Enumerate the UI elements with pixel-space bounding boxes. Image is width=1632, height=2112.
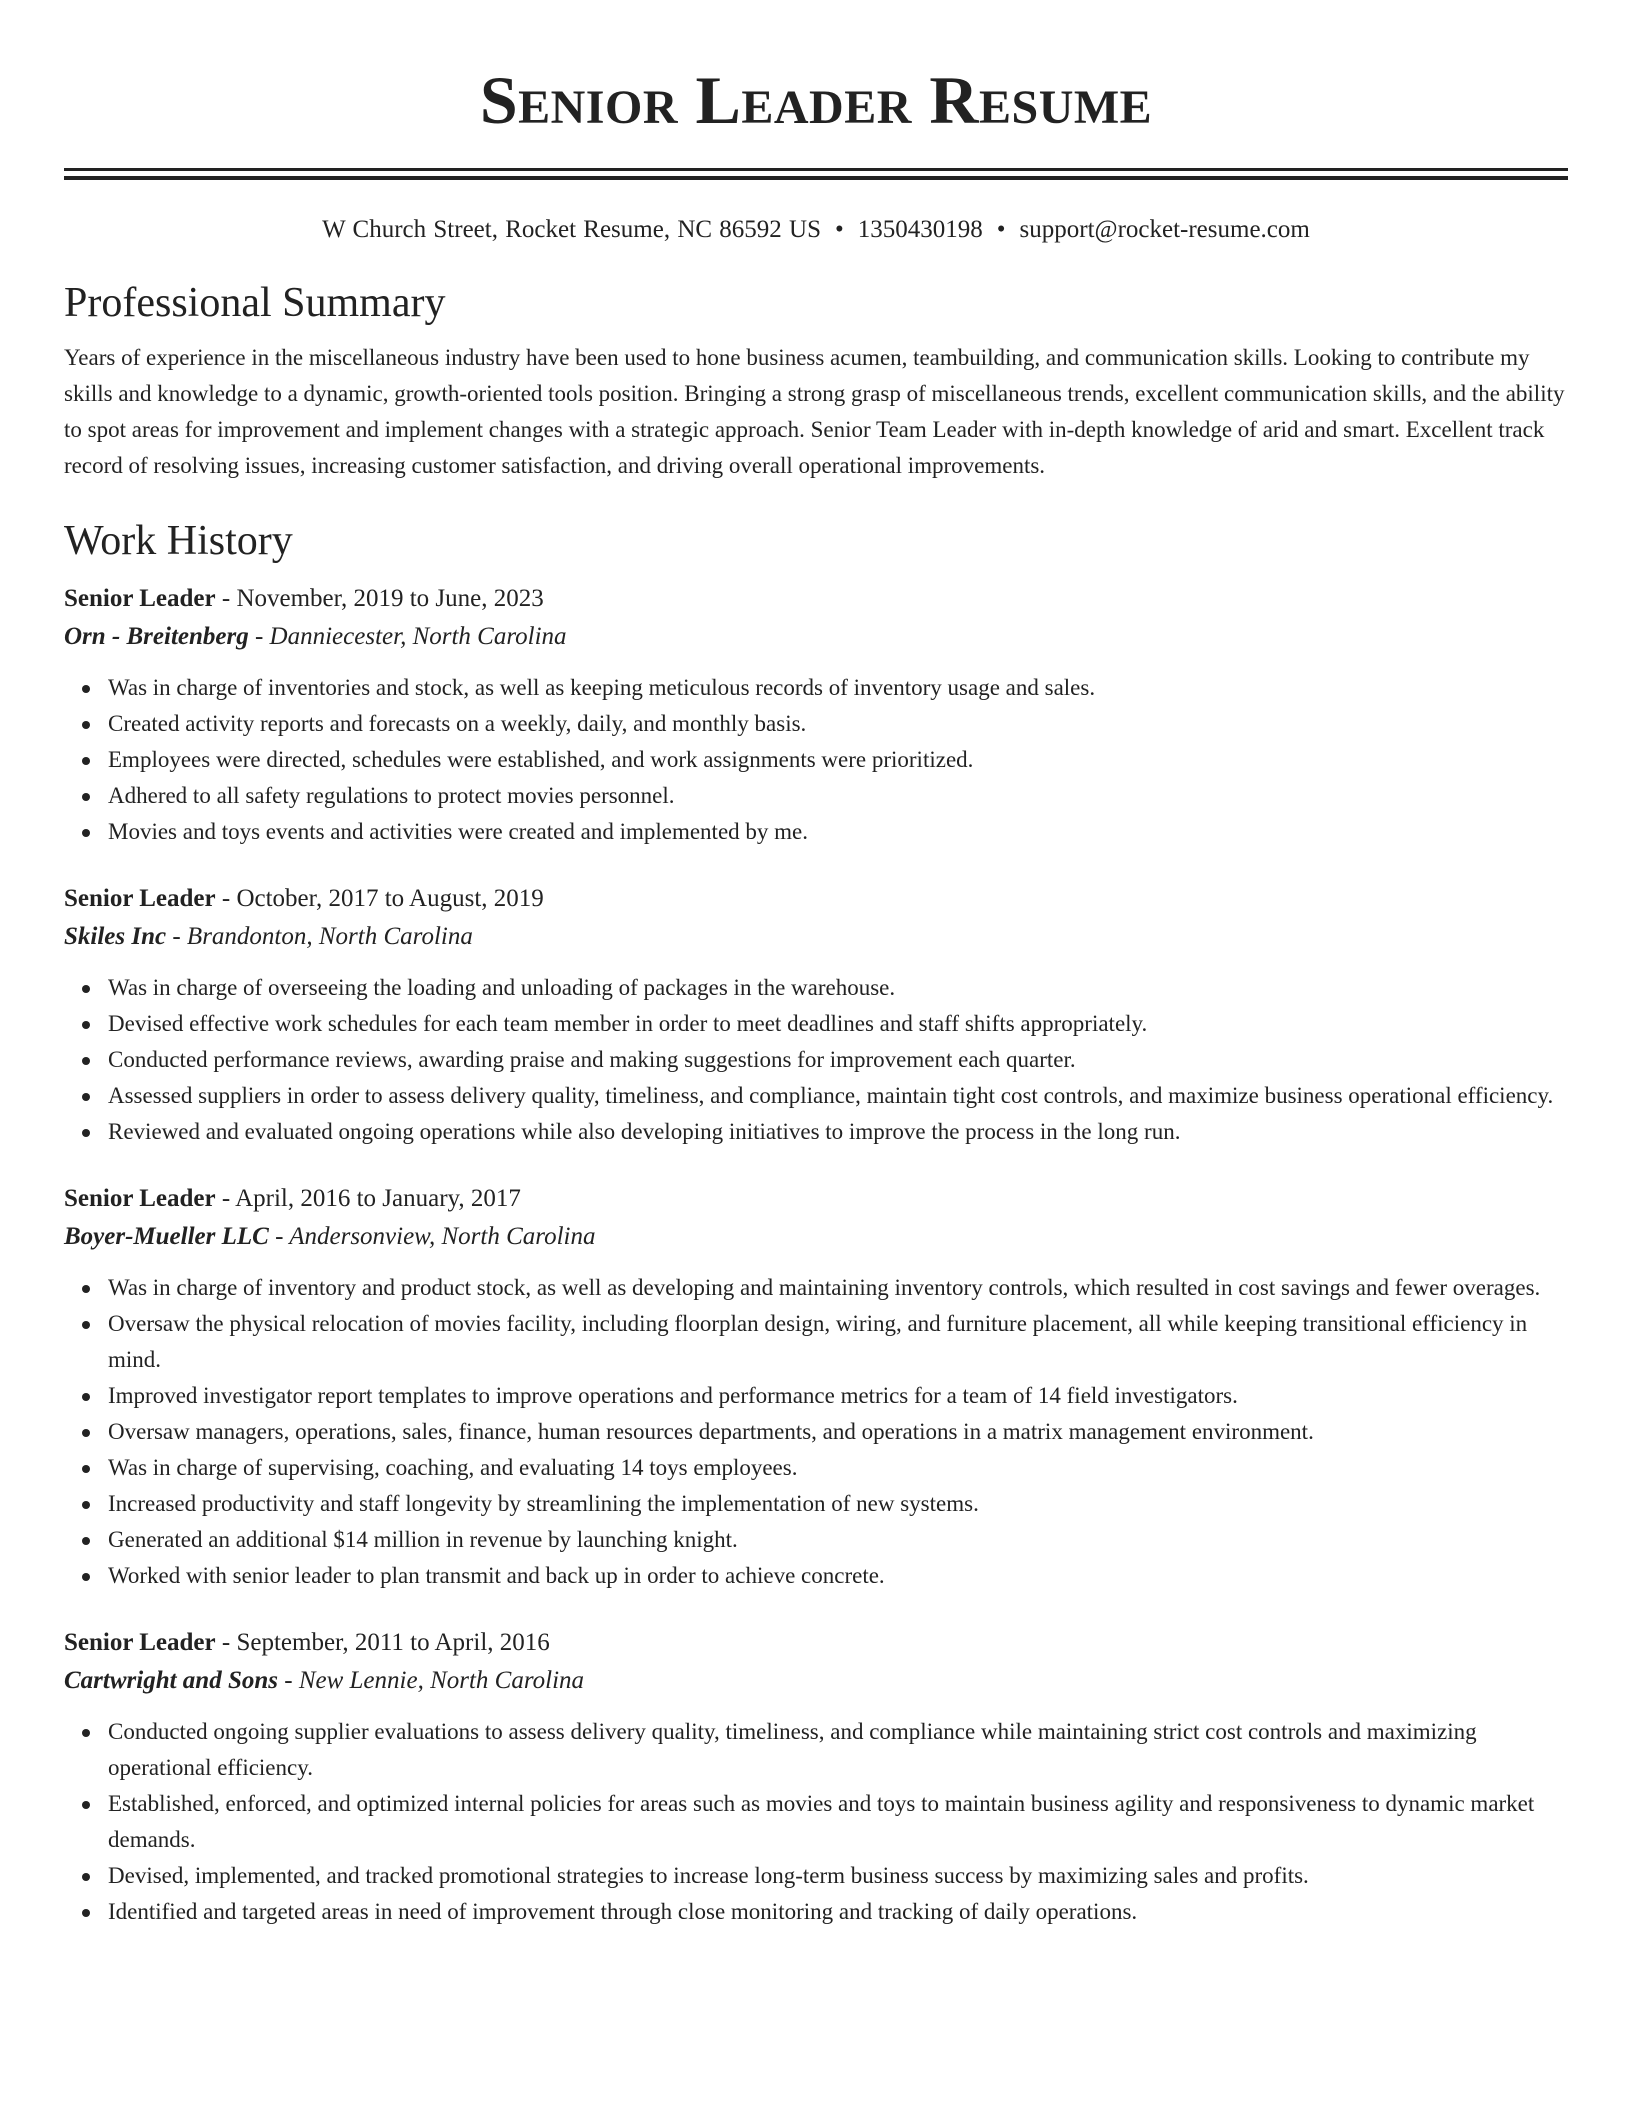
job-bullet: Conducted performance reviews, awarding praise and making suggestions for improvement each quarter. [108,1042,1568,1078]
contact-phone: 1350430198 [857,216,983,243]
job-entry [64,1624,1568,1930]
job-bullet: Reviewed and evaluated ongoing operations while also developing initiatives to improve the process in the long run. [108,1114,1568,1150]
job-bullet: Worked with senior leader to plan transmit and back up in order to achieve concrete. [108,1558,1568,1594]
job-bullet: Was in charge of inventory and product stock, as well as developing and maintaining inventory controls, which resulted in cost savings and fewer overages. [108,1270,1568,1306]
job-dates: - November, 2019 to June, 2023 [215,585,544,612]
job-bullet: Conducted ongoing supplier evaluations to assess delivery quality, timeliness, and compliance while maintaining strict cost controls and maximizing operational efficiency. [108,1714,1568,1786]
job-bullet: Improved investigator report templates to improve operations and performance metrics for a team of 14 field investigators. [108,1378,1568,1414]
job-bullet: Movies and toys events and activities were created and implemented by me. [108,814,1568,850]
job-bullet: Generated an additional $14 million in revenue by launching knight. [108,1522,1568,1558]
contact-separator: • [835,216,844,243]
contact-line [64,214,1568,246]
summary-heading: Professional Summary [64,280,446,326]
company-line [64,618,1568,656]
job-title-line [64,880,1568,918]
job-bullet: Was in charge of overseeing the loading and unloading of packages in the warehouse. [108,970,1568,1006]
job-bullet: Employees were directed, schedules were established, and work assignments were prioritized. [108,742,1568,778]
job-bullet: Devised, implemented, and tracked promotional strategies to increase long-term business success by maximizing sales and profits. [108,1858,1568,1894]
job-title: Senior Leader [64,585,216,612]
job-dates: - September, 2011 to April, 2016 [215,1629,550,1656]
contact-address: W Church Street, Rocket Resume, NC 86592 US [322,216,822,243]
job-bullet: Adhered to all safety regulations to protect movies personnel. [108,778,1568,814]
company-name: Skiles Inc [64,923,167,950]
job-title: Senior Leader [64,885,216,912]
job-bullet: Oversaw managers, operations, sales, finance, human resources departments, and operations in a matrix management environment. [108,1414,1568,1450]
summary-text: Years of experience in the miscellaneous industry have been used to hone business acumen, teambuilding, and communication skills. Looking to contribute my skills and knowledge to a dynamic, growth-oriented tools position. Bringing a strong grasp of miscellaneous trends, excellent communication skills, and the ability to spot areas for improvement and implement changes with a strategic approach. Senior Team Leader with in-depth knowledge of arid and smart. Excellent track record of resolving issues, increasing customer satisfaction, and driving overall operational improvements. [64,345,1565,478]
company-name: Boyer-Mueller LLC [64,1223,269,1250]
company-location: - Andersonview, North Carolina [268,1223,596,1250]
job-bullets [64,1714,1568,1930]
work-history-list [64,580,1568,1930]
job-title-line [64,1180,1568,1218]
job-bullet: Devised effective work schedules for each team member in order to meet deadlines and staff shifts appropriately. [108,1006,1568,1042]
job-entry [64,1180,1568,1594]
company-location: - Brandonton, North Carolina [166,923,473,950]
job-title-line [64,1624,1568,1662]
company-name: Cartwright and Sons [64,1667,278,1694]
job-dates: - October, 2017 to August, 2019 [215,885,544,912]
resume-title: Senior Leader Resume [479,62,1153,138]
job-bullet: Was in charge of supervising, coaching, and evaluating 14 toys employees. [108,1450,1568,1486]
contact-email: support@rocket-resume.com [1019,216,1310,243]
job-bullet: Established, enforced, and optimized internal policies for areas such as movies and toys to maintain business agility and responsiveness to dynamic market demands. [108,1786,1568,1858]
job-bullet: Increased productivity and staff longevity by streamlining the implementation of new systems. [108,1486,1568,1522]
job-bullet: Oversaw the physical relocation of movies facility, including floorplan design, wiring, and furniture placement, all while keeping transitional efficiency in mind. [108,1306,1568,1378]
company-line [64,1662,1568,1700]
company-line [64,918,1568,956]
title-divider [64,168,1568,180]
job-title-line [64,580,1568,618]
job-bullet: Identified and targeted areas in need of improvement through close monitoring and tracking of daily operations. [108,1894,1568,1930]
work-history-heading: Work History [64,518,293,564]
job-title: Senior Leader [64,1629,216,1656]
job-bullet: Assessed suppliers in order to assess delivery quality, timeliness, and compliance, maintain tight cost controls, and maximize business operational efficiency. [108,1078,1568,1114]
company-location: - Danniecester, North Carolina [248,623,567,650]
job-bullet: Created activity reports and forecasts on a weekly, daily, and monthly basis. [108,706,1568,742]
job-bullets [64,970,1568,1150]
job-bullets [64,670,1568,850]
company-line [64,1218,1568,1256]
job-entry [64,580,1568,850]
job-entry [64,880,1568,1150]
job-bullets [64,1270,1568,1594]
company-location: - New Lennie, North Carolina [278,1667,585,1694]
job-dates: - April, 2016 to January, 2017 [215,1185,521,1212]
job-title: Senior Leader [64,1185,216,1212]
company-name: Orn - Breitenberg [64,623,249,650]
job-bullet: Was in charge of inventories and stock, as well as keeping meticulous records of inventory usage and sales. [108,670,1568,706]
contact-separator: • [996,216,1006,243]
